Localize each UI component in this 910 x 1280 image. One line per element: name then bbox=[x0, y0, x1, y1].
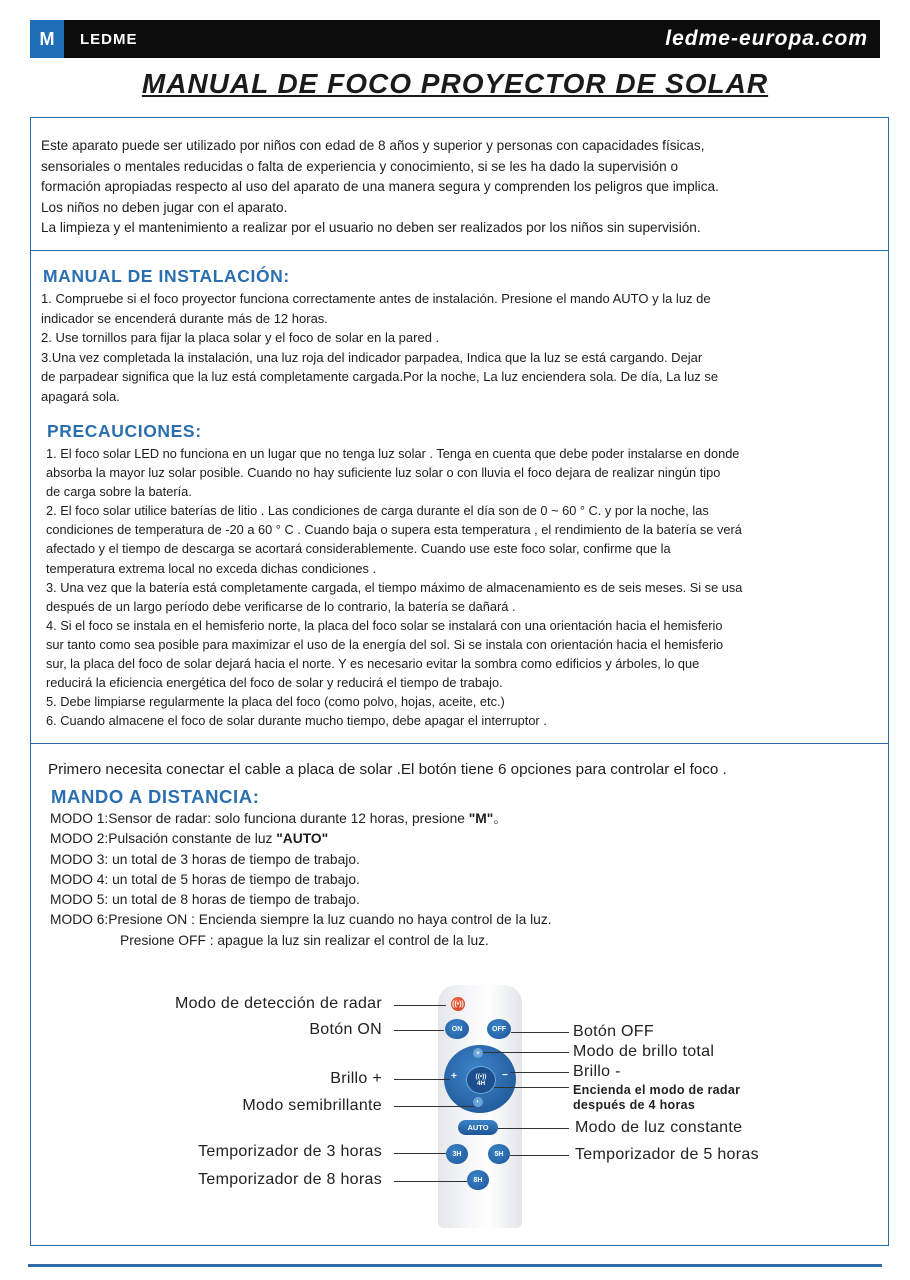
precaution-line: 1. El foco solar LED no funciona en un lugar que no tenga luz solar . Tenga en cuenta que debe poder instalarse en donde bbox=[46, 446, 740, 461]
leader-line bbox=[394, 1005, 446, 1006]
radar-wave-icon: ((•)) bbox=[475, 1073, 487, 1080]
label-brightness-plus: Brillo + bbox=[330, 1070, 382, 1087]
mode-2-text: MODO 2:Pulsación constante de luz bbox=[50, 831, 277, 847]
precaution-line: reducirá la eficiencia energética del foco de solar y reducirá el tiempo de trabajo. bbox=[46, 675, 503, 691]
mode-1-key: "M" bbox=[468, 811, 494, 826]
leader-line bbox=[511, 1032, 569, 1033]
intro-line: Este aparato puede ser utilizado por niños con edad de 8 años y superior y personas con capacidades físicas, bbox=[41, 138, 705, 153]
installation-line: 3.Una vez completada la instalación, una luz roja del indicador parpadea, Indica que la luz se está cargando. Dejar bbox=[41, 349, 703, 365]
label-radar-4h-line1: Encienda el modo de radar bbox=[573, 1083, 741, 1097]
precaution-line: 4. Si el foco se instala en el hemisferio norte, la placa del foco solar se instalará con una orientación hacia el hemisferio bbox=[46, 617, 723, 633]
precaution-line: 3. Una vez que la batería está completamente cargada, el tiempo máximo de almacenamiento es de seis meses. Si se usa bbox=[46, 579, 743, 595]
precaution-line: condiciones de temperatura de -20 a 60 ° C . Cuando baja o supera esta temperatura , el rendimiento de la batería se verá bbox=[46, 522, 742, 538]
mode-1-end: 。 bbox=[493, 811, 508, 826]
mode-3: MODO 3: un total de 3 horas de tiempo de trabajo. bbox=[50, 851, 360, 867]
brand-logo: M bbox=[30, 20, 64, 58]
leader-line bbox=[394, 1079, 450, 1080]
precaution-line: temperatura extrema local no exceda dichas condiciones . bbox=[46, 560, 377, 576]
precaution-line: 5. Debe limpiarse regularmente la placa del foco (como polvo, hojas, aceite, etc.) bbox=[46, 694, 505, 710]
label-brightness-minus: Brillo - bbox=[573, 1063, 621, 1080]
installation-line: 2. Use tornillos para fijar la placa solar y el foco de solar en la pared . bbox=[41, 330, 440, 345]
leader-line bbox=[394, 1106, 474, 1107]
footer-rule bbox=[28, 1264, 882, 1267]
precaution-line: 2. El foco solar utilice baterías de litio . Las condiciones de carga durante el día son de 0 ~ 60 ° C. y por la noche, las bbox=[46, 503, 709, 519]
label-full-brightness: Modo de brillo total bbox=[573, 1043, 715, 1060]
leader-line bbox=[498, 1128, 569, 1129]
label-on-button: Botón ON bbox=[309, 1021, 382, 1038]
leader-line bbox=[483, 1052, 569, 1053]
remote-intro: Primero necesita conectar el cable a placa de solar .El botón tiene 6 opciones para controlar el foco . bbox=[48, 761, 727, 778]
leader-line bbox=[394, 1181, 467, 1182]
leader-line bbox=[494, 1087, 569, 1088]
intro-line: sensoriales o mentales reducidas o falta de experiencia y conocimiento, si se les ha dado la supervisión o bbox=[41, 158, 679, 174]
installation-line: indicador se encenderá durante más de 12 horas. bbox=[41, 310, 328, 326]
precaution-line: afectado y el tiempo de descarga se acortará considerablemente. Cuando use este foco solar, confirme que la bbox=[46, 541, 671, 557]
brightness-minus-icon: − bbox=[502, 1070, 508, 1081]
precaution-line: sur tanto como sea posible para maximizar el uso de la energía del sol. Si se instala con orientación hacia el hemisferio bbox=[46, 636, 724, 652]
remote-heading: MANDO A DISTANCIA: bbox=[51, 786, 260, 807]
radar-button: ((•)) bbox=[451, 997, 465, 1011]
page-title: MANUAL DE FOCO PROYECTOR DE SOLAR bbox=[141, 68, 769, 99]
leader-line bbox=[394, 1030, 444, 1031]
label-radar-4h-line2: después de 4 horas bbox=[573, 1098, 696, 1112]
full-brightness-icon: ☀ bbox=[473, 1048, 483, 1058]
mode-6: MODO 6:Presione ON : Encienda siempre la luz cuando no haya control de la luz. bbox=[50, 912, 552, 928]
precaution-line: absorba la mayor luz solar posible. Cuando no hay suficiente luz solar o con lluvia el foco dejara de realizar ningún tipo bbox=[46, 465, 721, 481]
leader-line bbox=[510, 1072, 569, 1073]
brightness-plus-icon: + bbox=[451, 1071, 457, 1082]
precautions-heading: PRECAUCIONES: bbox=[47, 421, 202, 441]
mode-4: MODO 4: un total de 5 horas de tiempo de trabajo. bbox=[50, 871, 360, 887]
mode-2-key: "AUTO" bbox=[276, 831, 329, 847]
semi-brightness-icon: ◐ bbox=[473, 1097, 483, 1107]
radar-4h-button bbox=[466, 1066, 496, 1094]
installation-line: 1. Compruebe si el foco proyector funciona correctamente antes de instalación. Presione el mando AUTO y la luz de bbox=[41, 291, 711, 306]
label-timer-8h: Temporizador de 8 horas bbox=[198, 1171, 382, 1188]
timer-5h-button: 5H bbox=[488, 1144, 510, 1164]
precaution-line: sur, la placa del foco de solar dejará hacia el norte. Y es necesario evitar la sombra como edificios y árboles, lo que bbox=[46, 656, 700, 672]
label-timer-5h: Temporizador de 5 horas bbox=[575, 1146, 759, 1163]
precaution-line: de carga sobre la batería. bbox=[46, 484, 192, 500]
leader-line bbox=[510, 1155, 569, 1156]
timer-8h-button: 8H bbox=[467, 1170, 489, 1190]
label-constant-mode: Modo de luz constante bbox=[575, 1119, 743, 1136]
label-radar-mode: Modo de detección de radar bbox=[174, 995, 382, 1012]
intro-line: Los niños no deben jugar con el aparato. bbox=[41, 199, 288, 215]
installation-line: de parpadear significa que la luz está completamente cargada.Por la noche, La luz enciendera sola. De día, La luz se bbox=[41, 369, 719, 384]
mode-1-text: MODO 1:Sensor de radar: solo funciona durante 12 horas, presione bbox=[50, 811, 469, 826]
intro-line: La limpieza y el mantenimiento a realizar por el usuario no deben ser realizados por los niños sin supervisión. bbox=[41, 220, 701, 235]
radar-4h-label: 4H bbox=[476, 1080, 486, 1087]
on-button: ON bbox=[445, 1019, 469, 1039]
off-button: OFF bbox=[487, 1019, 511, 1039]
auto-button: AUTO bbox=[458, 1120, 498, 1135]
timer-3h-button: 3H bbox=[446, 1144, 468, 1164]
label-radar-4h bbox=[573, 1083, 740, 1113]
intro-line: formación apropiadas respecto al uso del aparato de una manera segura y comprenden los peligros que implica. bbox=[41, 179, 719, 194]
leader-line bbox=[394, 1153, 446, 1154]
mode-5: MODO 5: un total de 8 horas de tiempo de trabajo. bbox=[50, 892, 360, 908]
website-url: ledme-europa.com bbox=[665, 27, 868, 50]
installation-line: apagará sola. bbox=[41, 388, 120, 404]
mode-6-off: Presione OFF : apague la luz sin realizar el control de la luz. bbox=[120, 932, 489, 948]
precaution-line: 6. Cuando almacene el foco de solar durante mucho tiempo, debe apagar el interruptor . bbox=[46, 713, 547, 729]
precaution-line: después de un largo período debe verificarse de lo contrario, la batería se dañará . bbox=[46, 598, 516, 614]
installation-heading: MANUAL DE INSTALACIÓN: bbox=[43, 266, 290, 286]
brand-name: LEDME bbox=[80, 30, 138, 48]
label-off-button: Botón OFF bbox=[573, 1023, 654, 1040]
label-semi-brightness: Modo semibrillante bbox=[242, 1097, 382, 1114]
label-timer-3h: Temporizador de 3 horas bbox=[198, 1143, 382, 1160]
